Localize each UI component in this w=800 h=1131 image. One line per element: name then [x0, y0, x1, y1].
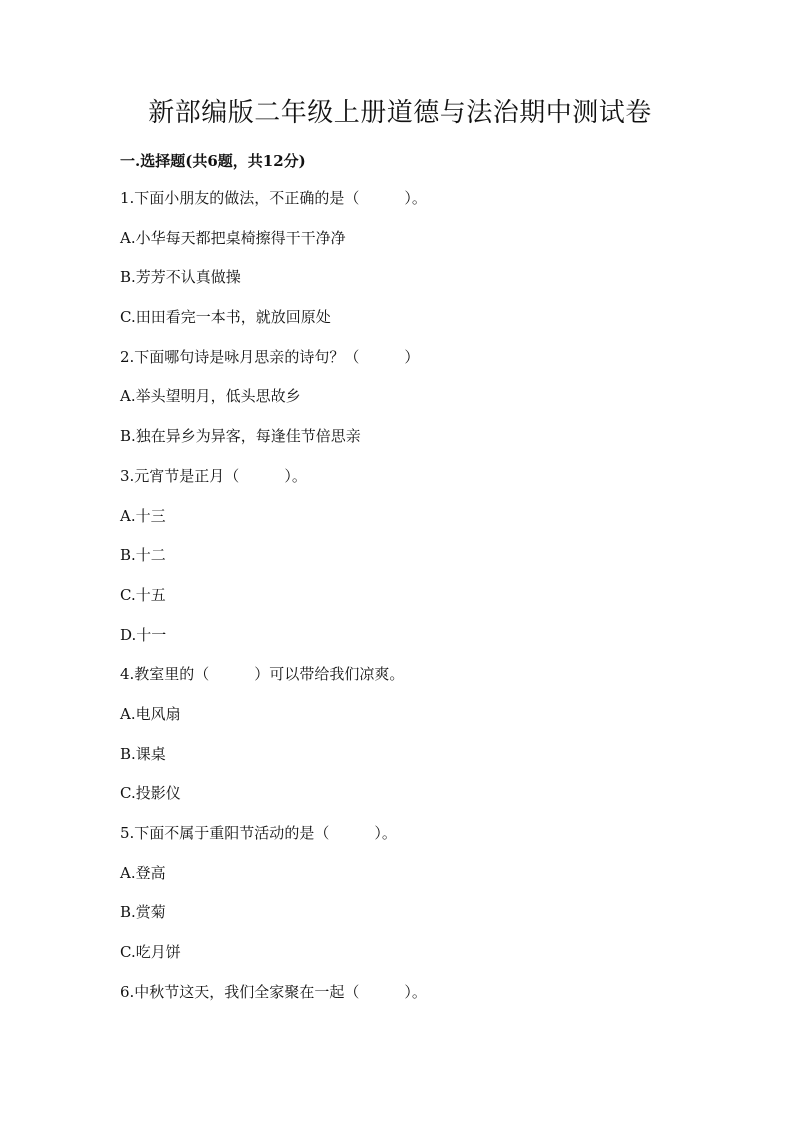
- exam-title: 新部编版二年级上册道德与法治期中测试卷: [148, 98, 652, 128]
- answer-option: C.十五: [120, 585, 166, 604]
- question-stem: 6.中秋节这天，我们全家聚在一起（ ）。: [120, 982, 427, 1001]
- answer-option: D.十一: [120, 625, 167, 644]
- question-list: [120, 186, 720, 1019]
- answer-option: A.十三: [120, 506, 166, 525]
- answer-option: C.投影仪: [120, 784, 181, 803]
- answer-option: B.十二: [120, 546, 166, 565]
- answer-option: B.课桌: [120, 744, 166, 763]
- answer-option: A.举头望明月，低头思故乡: [120, 387, 301, 406]
- section-heading: 一.选择题(共6题，共12分): [120, 152, 306, 170]
- question-stem: 5.下面不属于重阳节活动的是（ ）。: [120, 824, 397, 842]
- question-stem: 3.元宵节是正月（ ）。: [120, 466, 307, 485]
- question-stem: 4.教室里的（ ）可以带给我们凉爽。: [120, 665, 405, 684]
- question-stem: 2.下面哪句诗是咏月思亲的诗句？（ ）: [120, 347, 420, 366]
- answer-option: C.吃月饼: [120, 943, 181, 962]
- answer-option: B.独在异乡为异客，每逢佳节倍思亲: [120, 427, 361, 446]
- answer-option: A.登高: [120, 863, 166, 882]
- answer-option: C.田田看完一本书，就放回原处: [120, 308, 331, 327]
- answer-option: B.赏菊: [120, 903, 166, 922]
- answer-option: A.小华每天都把桌椅擦得干干净净: [120, 228, 346, 247]
- question-stem: 1.下面小朋友的做法，不正确的是（ ）。: [120, 189, 427, 207]
- answer-option: A.电风扇: [120, 704, 181, 723]
- answer-option: B.芳芳不认真做操: [120, 268, 241, 287]
